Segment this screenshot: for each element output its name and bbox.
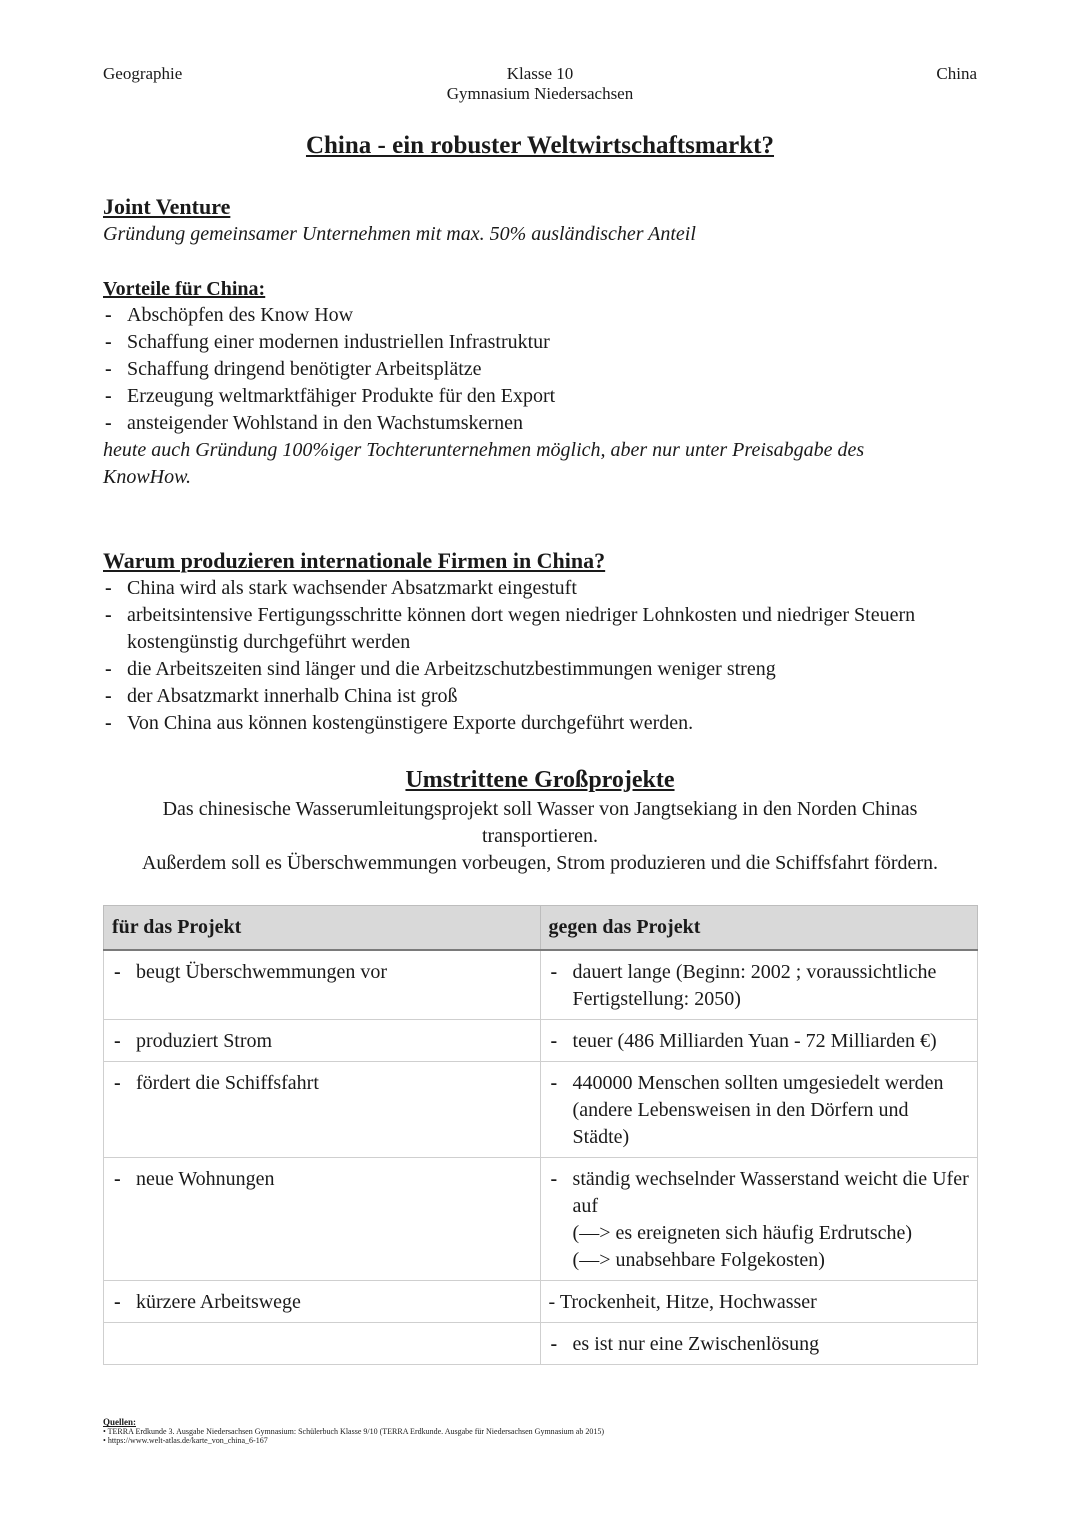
- contra-cell-note: (—> unabsehbare Folgekosten): [572, 1249, 825, 1271]
- joint-venture-heading: Joint Venture: [103, 194, 231, 219]
- header-class: Klasse 10: [506, 64, 574, 83]
- header-school: Gymnasium Niedersachsen: [446, 84, 634, 103]
- why-china-section: [103, 547, 978, 737]
- source-item: • TERRA Erdkunde 3. Ausgabe Niedersachsen Gymnasium: Schülerbuch Klasse 9/10 (TERRA Erdkunde. Ausgabe für Niedersachsen Gymnasium ab 2015): [103, 1427, 604, 1436]
- advantages-list: [103, 302, 978, 437]
- joint-venture-definition: Gründung gemeinsamer Unternehmen mit max. 50% ausländischer Anteil: [103, 223, 696, 245]
- joint-venture-note: heute auch Gründung 100%iger Tochterunternehmen möglich, aber nur unter Preisabgabe des KnowHow.: [103, 439, 865, 488]
- list-item: - China wird als stark wachsender Absatzmarkt eingestuft: [103, 575, 928, 602]
- pro-cell: neue Wohnungen: [136, 1168, 275, 1190]
- projects-table: [103, 905, 978, 1365]
- list-item: - arbeitsintensive Fertigungsschritte können dort wegen niedriger Lohnkosten und niedriger Steuern kostengünstig durchgeführt werden: [103, 602, 928, 656]
- table-row: - beugt Überschwemmungen vor - dauert lange (Beginn: 2002 ; voraussichtliche Fertigstellung: 2050): [104, 950, 978, 1020]
- reasons-list: [103, 575, 978, 737]
- source-item: • https://www.welt-atlas.de/karte_von_china_6-167: [103, 1436, 268, 1445]
- sources: [103, 1418, 604, 1445]
- pro-cell: beugt Überschwemmungen vor: [136, 961, 388, 983]
- advantages-heading: Vorteile für China:: [103, 278, 266, 300]
- table-row: - fördert die Schiffsfahrt - 440000 Menschen sollten umgesiedelt werden (andere Lebensweisen in den Dörfern und Städte): [104, 1062, 978, 1158]
- table-header-row: [104, 906, 978, 951]
- list-item: - Abschöpfen des Know How: [103, 302, 978, 329]
- page-title: China - ein robuster Weltwirtschaftsmarkt?: [305, 132, 775, 159]
- projects-intro-2: Außerdem soll es Überschwemmungen vorbeugen, Strom produzieren und die Schiffsfahrt fördern.: [141, 852, 939, 874]
- table-row: - kürzere Arbeitswege - Trockenheit, Hitze, Hochwasser: [104, 1281, 978, 1323]
- contra-cell: ständig wechselnder Wasserstand weicht die Ufer auf: [572, 1168, 969, 1217]
- projects-heading: Umstrittene Großprojekte: [405, 767, 675, 793]
- contra-cell: es ist nur eine Zwischenlösung: [572, 1333, 820, 1355]
- list-item: - der Absatzmarkt innerhalb China ist groß: [103, 683, 928, 710]
- projects-heading-wrap: [0, 766, 1080, 794]
- contra-cell: 440000 Menschen sollten umgesiedelt werden (andere Lebensweisen in den Dörfern und Städte): [572, 1072, 944, 1148]
- projects-intro-1: Das chinesische Wasserumleitungsprojekt soll Wasser von Jangtsekiang in den Norden Chinas transportieren.: [162, 798, 918, 847]
- pro-cell: produziert Strom: [136, 1030, 273, 1052]
- joint-venture-section: [103, 193, 978, 491]
- table-row: - neue Wohnungen - ständig wechselnder Wasserstand weicht die Ufer auf (—> es ereigneten sich häufig Erdrutsche) (—> unabsehbare Folgekosten): [104, 1158, 978, 1281]
- column-header-pro: für das Projekt: [104, 906, 541, 951]
- column-header-contra: gegen das Projekt: [540, 906, 977, 951]
- list-item: - die Arbeitszeiten sind länger und die Arbeitzschutzbestimmungen weniger streng: [103, 656, 928, 683]
- pro-cell: fördert die Schiffsfahrt: [136, 1072, 319, 1094]
- list-item: - ansteigender Wohlstand in den Wachstumskernen: [103, 410, 978, 437]
- header-center: [0, 64, 1080, 104]
- list-item: - Schaffung einer modernen industriellen Infrastruktur: [103, 329, 978, 356]
- contra-cell-note: (—> es ereigneten sich häufig Erdrutsche): [572, 1222, 913, 1244]
- list-item: - Erzeugung weltmarktfähiger Produkte für den Export: [103, 383, 978, 410]
- pro-cell: kürzere Arbeitswege: [136, 1291, 301, 1313]
- table-row: - es ist nur eine Zwischenlösung: [104, 1323, 978, 1365]
- sources-heading: Quellen:: [103, 1417, 136, 1427]
- header-subject: Geographie: [103, 64, 183, 83]
- contra-cell: dauert lange (Beginn: 2002 ; voraussichtliche Fertigstellung: 2050): [572, 961, 937, 1010]
- header-topic: China: [936, 64, 977, 83]
- why-china-heading: Warum produzieren internationale Firmen in China?: [103, 548, 606, 573]
- list-item: - Schaffung dringend benötigter Arbeitsplätze: [103, 356, 978, 383]
- list-item: - Von China aus können kostengünstigere Exporte durchgeführt werden.: [103, 710, 928, 737]
- table-row: - produziert Strom - teuer (486 Milliarden Yuan - 72 Milliarden €): [104, 1020, 978, 1062]
- contra-cell: - Trockenheit, Hitze, Hochwasser: [548, 1291, 817, 1313]
- contra-cell: teuer (486 Milliarden Yuan - 72 Milliarden €): [572, 1030, 937, 1052]
